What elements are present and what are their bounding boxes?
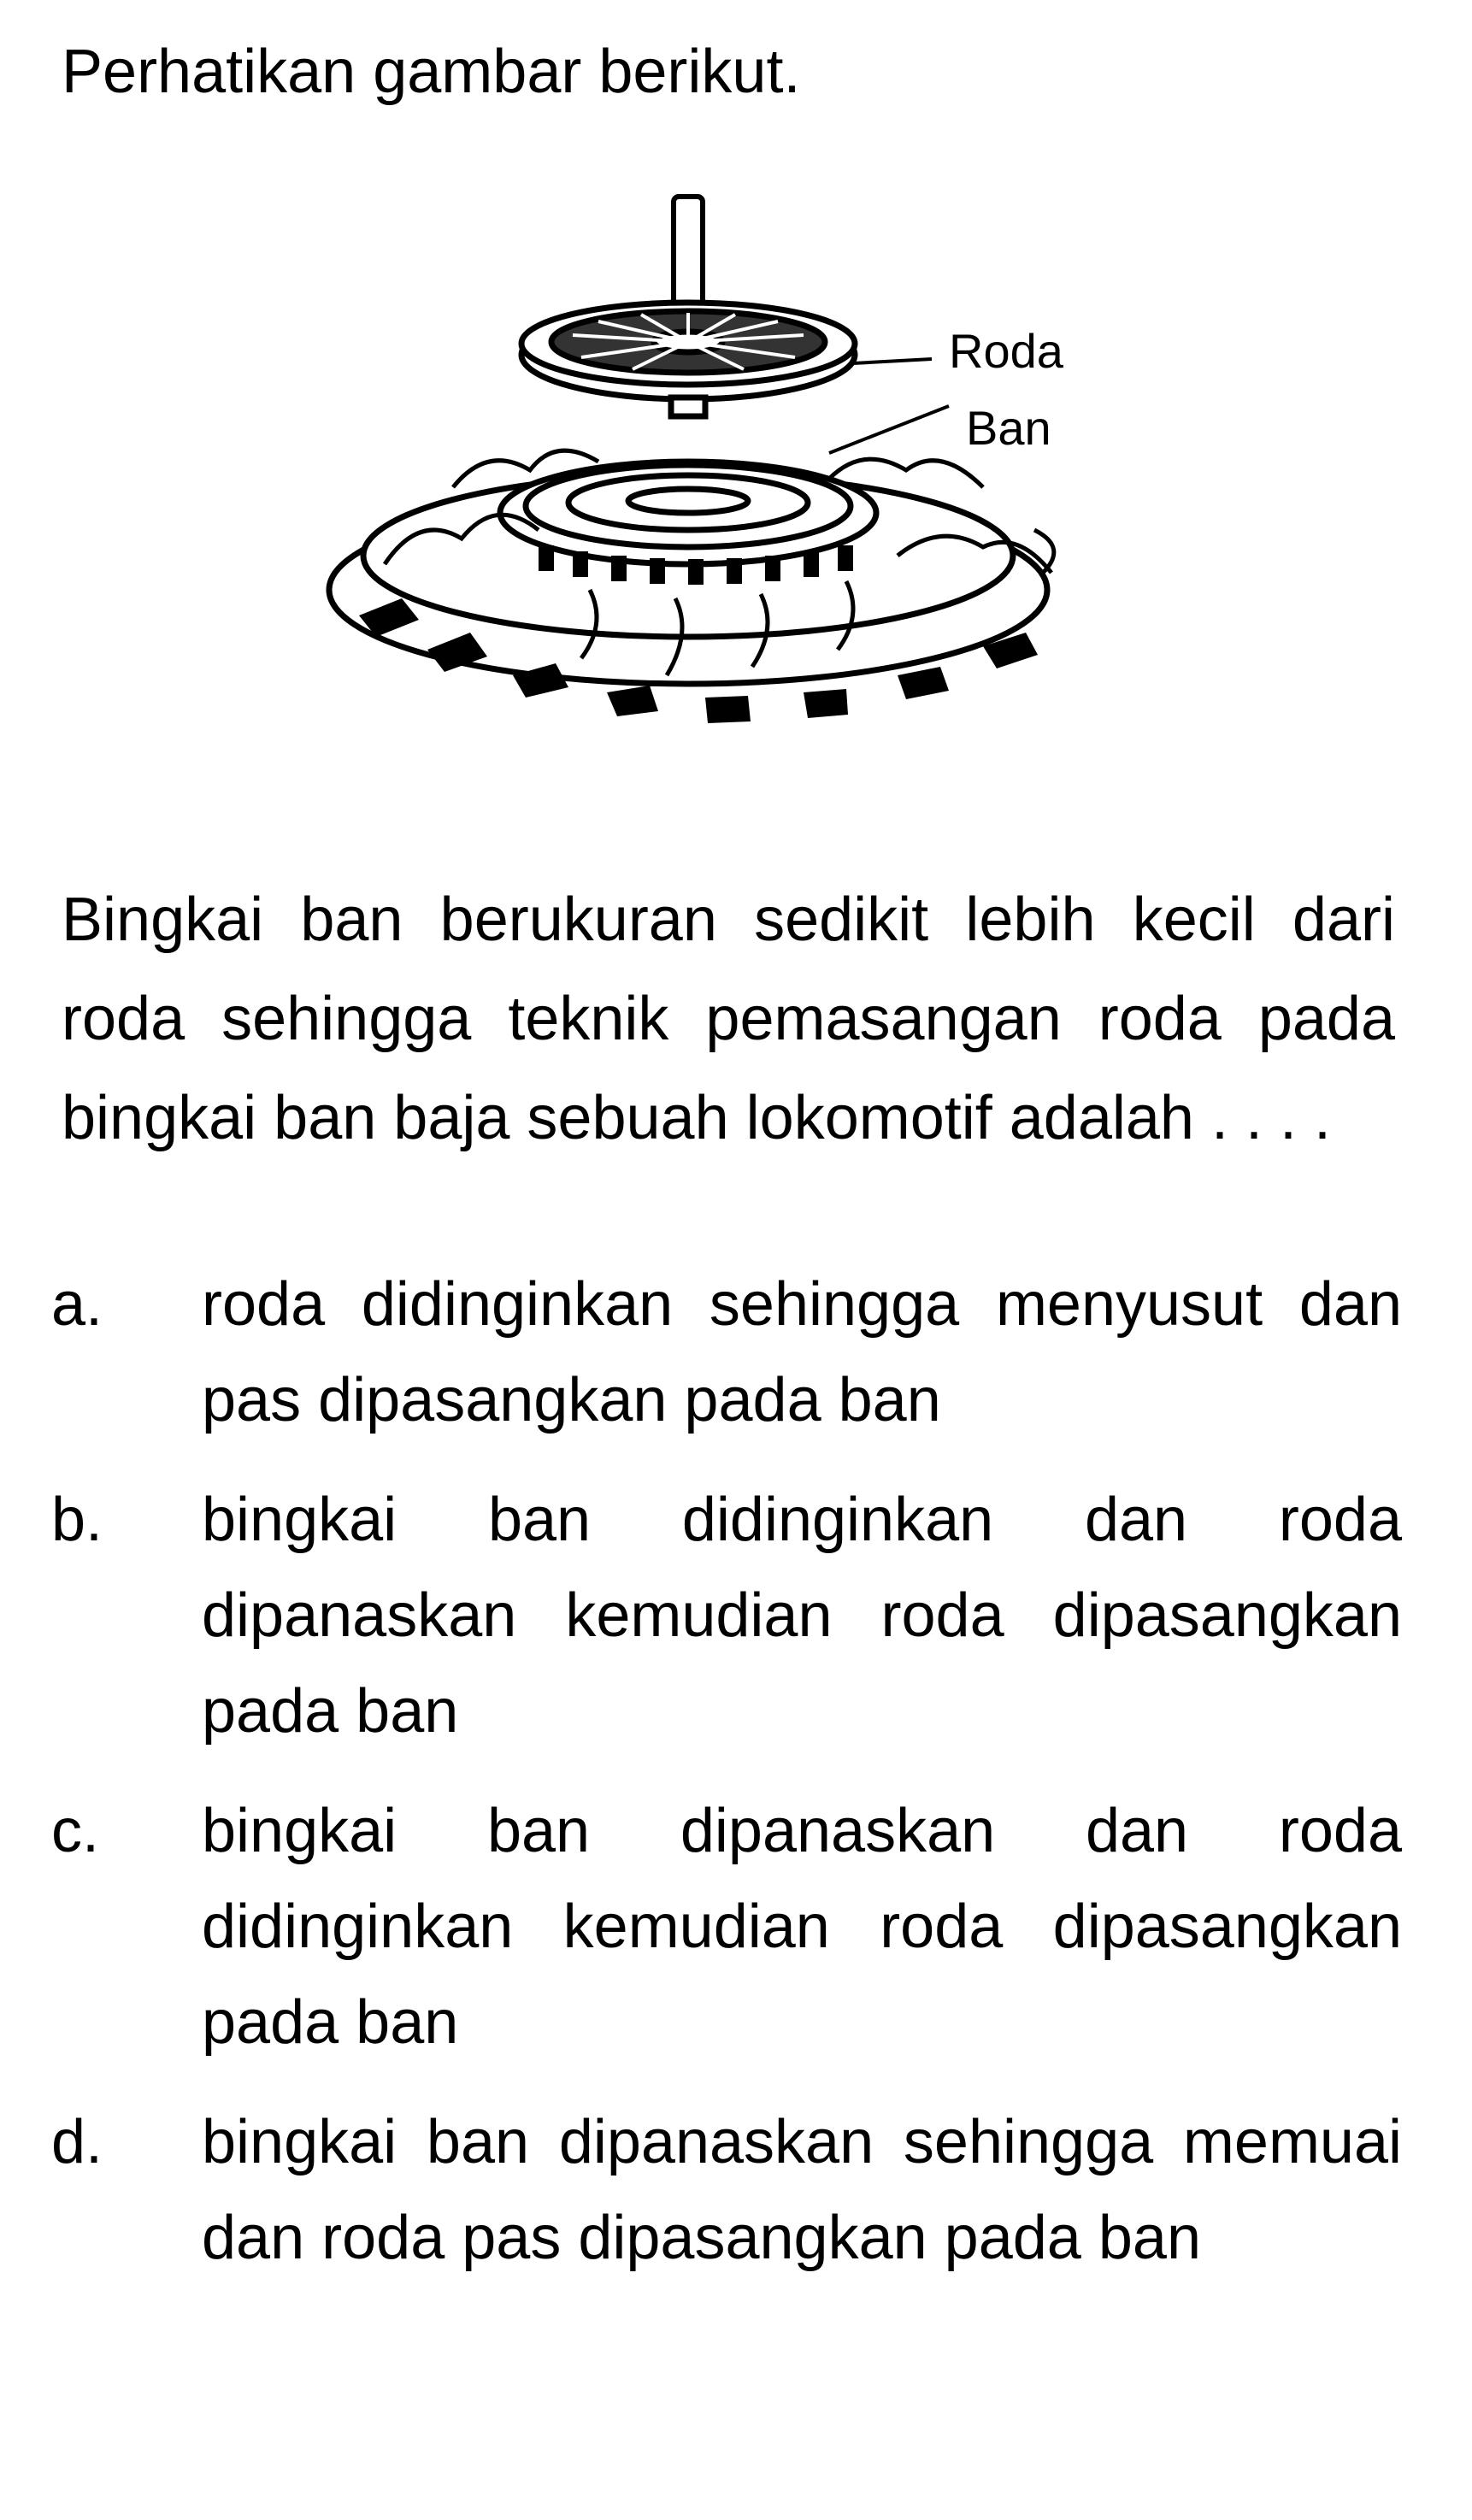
- option-letter: b.: [51, 1486, 103, 1554]
- option-text: bingkai ban dipanaskan sehingga memuai dan roda pas dipasangkan pada ban: [202, 2108, 1402, 2272]
- tire-label: Ban: [966, 401, 1051, 455]
- option-a[interactable]: [51, 1257, 1402, 1448]
- option-c[interactable]: [51, 1783, 1402, 2070]
- question-text: Bingkai ban berukuran sedikit lebih kecil dari roda sehingga teknik pemasangan roda pada bingkai ban baja sebuah lokomotif adalah . . . .: [62, 886, 1395, 1152]
- leader-lines: [829, 359, 949, 453]
- option-d[interactable]: [51, 2094, 1402, 2286]
- option-text: bingkai ban dipanaskan dan roda didinginkan kemudian roda dipasangkan pada ban: [202, 1797, 1402, 2057]
- wheel-tire-illustration: [282, 188, 1120, 769]
- option-text: bingkai ban didinginkan dan roda dipanaskan kemudian roda dipasangkan pada ban: [202, 1486, 1402, 1746]
- option-b[interactable]: [51, 1472, 1402, 1759]
- option-letter: d.: [51, 2108, 103, 2176]
- option-letter: a.: [51, 1270, 103, 1339]
- wheel-label: Roda: [949, 324, 1063, 378]
- answer-options: [51, 1257, 1402, 2310]
- option-letter: c.: [51, 1797, 100, 1865]
- intro-text: Perhatikan gambar berikut.: [62, 38, 801, 106]
- wheel-shape: [521, 303, 855, 416]
- option-text: roda didinginkan sehingga menyusut dan pas dipasangkan pada ban: [202, 1270, 1402, 1434]
